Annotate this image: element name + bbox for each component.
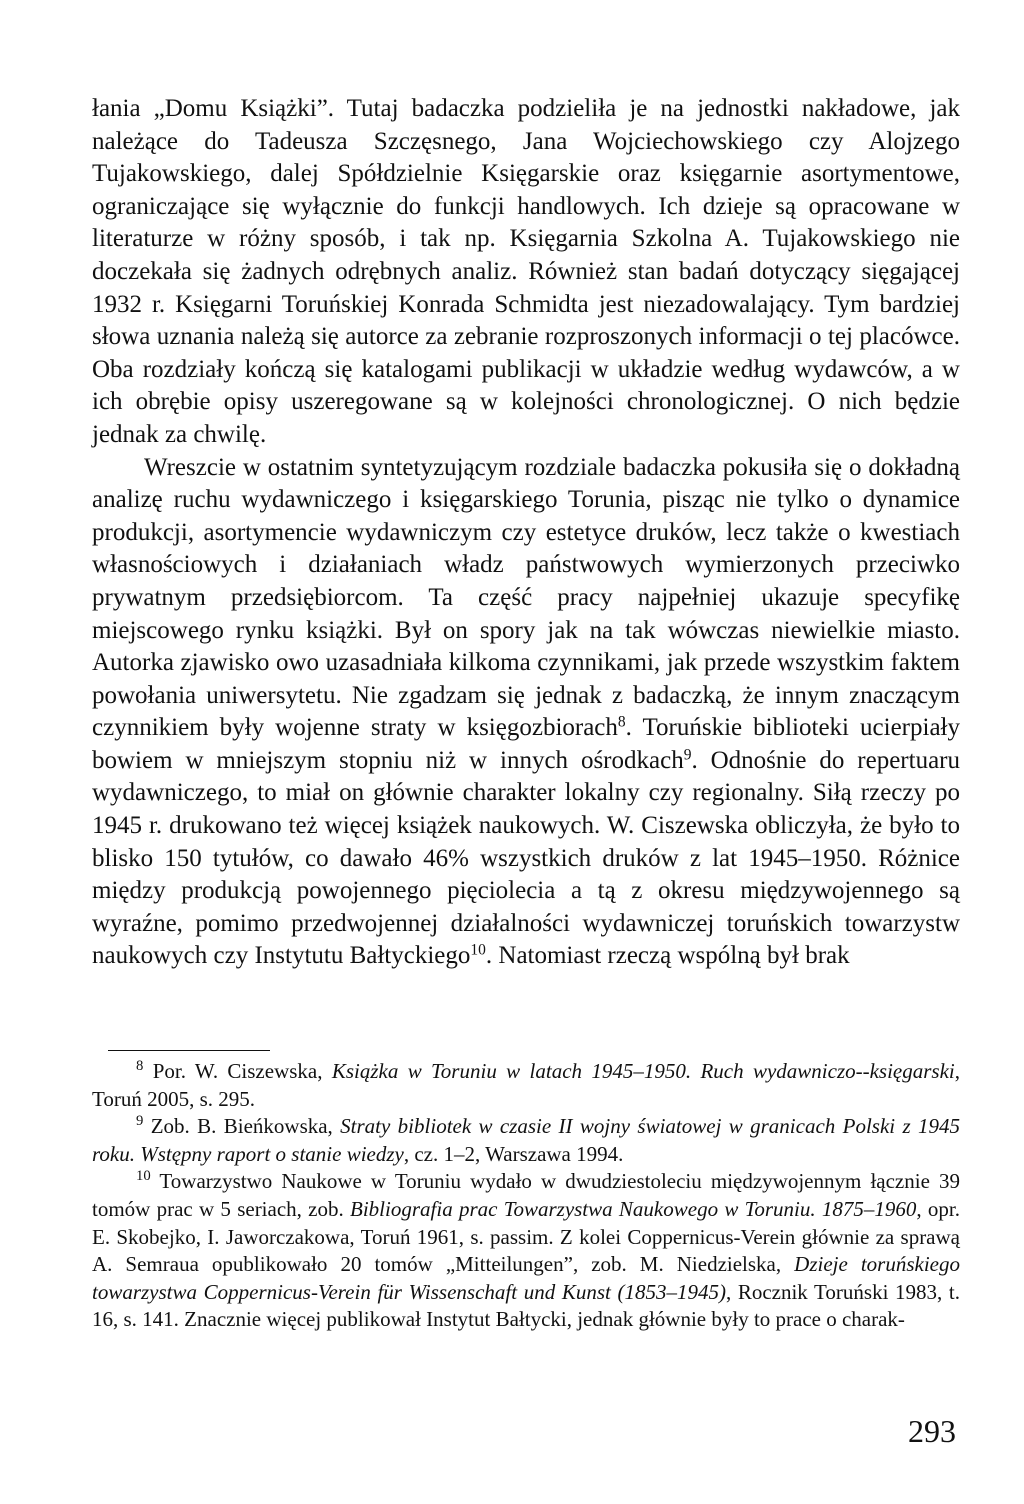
footnote-text: Por. W. Ciszewska, <box>143 1059 332 1083</box>
paragraph-2-part-3: . Odnośnie do repertuaru wydawniczego, to miał on głównie charakter lokalny czy regionalny. Siłą rzeczy po 1945 r. drukowano też więcej książek naukowych. W. Ciszewska obliczyła, że było to blisko 150 tytułów, co dawało 46% wszystkich druków z lat 1945–1950. Różnice między produkcją powojennego pięciolecia a tą z okresu międzywojennego są wyraźne, pomimo przedwojennej działalności wydawniczej toruńskich towarzystw naukowych czy Instytutu Bałtyckiego <box>92 746 960 970</box>
footnote-text: Zob. B. Bieńkowska, <box>143 1114 341 1139</box>
footnote-number: 10 <box>136 1168 151 1185</box>
footnote-ref-10: 10 <box>470 941 486 959</box>
paragraph-2-part-4: . Natomiast rzeczą wspólną był brak <box>485 942 850 970</box>
footnote-title: Bibliografia prac Towarzystwa Naukowego w Toruniu. 1875–1960 <box>350 1196 917 1221</box>
footnote-number: 9 <box>136 1113 144 1130</box>
footnote-title: Straty bibliotek w czasie II wojny światowej w granicach Polski z 1945 roku. Wstępny raport o stanie wiedzy <box>92 1114 961 1166</box>
paragraph-1: łania „Domu Książki”. Tutaj badaczka podzieliła je na jednostki nakładowe, jak należące do Tadeusza Szczęsnego, Jana Wojciechowskiego czy Alojzego Tujakowskiego, dalej Spółdzielnie Księgarskie oraz księgarnie asortymentowe, ograniczające się wyłącznie do funkcji handlowych. Ich dzieje są opracowane w literaturze w różny sposób, i tak np. Księgarnia Szkolna A. Tujakowskiego nie doczekała się żadnych odrębnych analiz. Również stan badań dotyczący sięgającej 1932 r. Księgarni Toruńskiej Konrada Schmidta jest niezadowalający. Tym bardziej słowa uznania należą się autorce za zebranie rozproszonych informacji o tej placówce. Oba rozdziały kończą się katalogami publikacji w układzie według wydawców, a w ich obrębie opisy uszeregowane są w kolejności chronologicznej. O nich będzie jednak za chwilę. <box>92 95 960 448</box>
footnote-ref-8: 8 <box>617 713 626 731</box>
main-text <box>92 93 960 973</box>
footnote-title: Dzieje toruńskiego towarzystwa Coppernicus-Verein für Wissenschaft und Kunst (1853–1945) <box>92 1252 960 1304</box>
paragraph-2-part-1: Wreszcie w ostatnim syntetyzującym rozdziale badaczka pokusiła się o dokładną analizę ruchu wydawniczego i księgarskiego Torunia, pisząc nie tylko o dynamice produkcji, asortymencie wydawniczym czy estetyce druków, lecz także o kwestiach własnościowych i działaniach władz państwowych wymierzonych przeciwko prywatnym przedsiębiorcom. Ta część pracy najpełniej ukazuje specyfikę miejscowego rynku książki. Był on spory jak na tak wówczas niewielkie miasto. Autorka zjawisko owo uzasadniała kilkoma czynnikami, jak przede wszystkim faktem powołania uniwersytetu. Nie zgadzam się jednak z badaczką, że innym znaczącym czynnikiem były wojenne straty w księgozbiorach <box>92 453 960 742</box>
paragraph-2-part-2: . Toruńskie biblioteki ucierpiały bowiem w mniejszym stopniu niż w innych ośrodkach <box>92 714 960 774</box>
footnote-number: 8 <box>136 1057 144 1074</box>
footnote-9 <box>92 1113 960 1168</box>
footnote-text: , cz. 1–2, Warszawa 1994. <box>403 1141 624 1166</box>
footnotes <box>92 1058 960 1334</box>
footnote-text: , Rocznik Toruński 1983, t. 16, s. 141. Znacznie więcej publikował Instytut Bałtycki, jednak głównie były to prace o charak- <box>92 1279 960 1332</box>
footnote-8 <box>92 1058 960 1113</box>
footnote-ref-9: 9 <box>683 746 692 764</box>
footnote-text: , Toruń 2005, s. 295. <box>92 1059 961 1111</box>
footnote-text: , opr. E. Skobejko, I. Jaworczakowa, Toruń 1961, s. passim. Z kolei Coppernicus-Verein głównie za sprawą A. Semraua opublikowało 20 tomów „Mitteilungen”, zob. M. Niedzielska, <box>92 1196 960 1277</box>
footnote-10 <box>92 1168 960 1334</box>
footnote-text: Towarzystwo Naukowe w Toruniu wydało w dwudziestoleciu międzywojennym łącznie 39 tomów prac w 5 seriach, zob. <box>92 1169 960 1221</box>
footnote-separator <box>108 1050 270 1051</box>
paragraph-2 <box>92 452 960 974</box>
page-number: 293 <box>908 1413 956 1449</box>
footnote-title: Książka w Toruniu w latach 1945–1950. Ruch wydawniczo--księgarski <box>331 1059 955 1083</box>
